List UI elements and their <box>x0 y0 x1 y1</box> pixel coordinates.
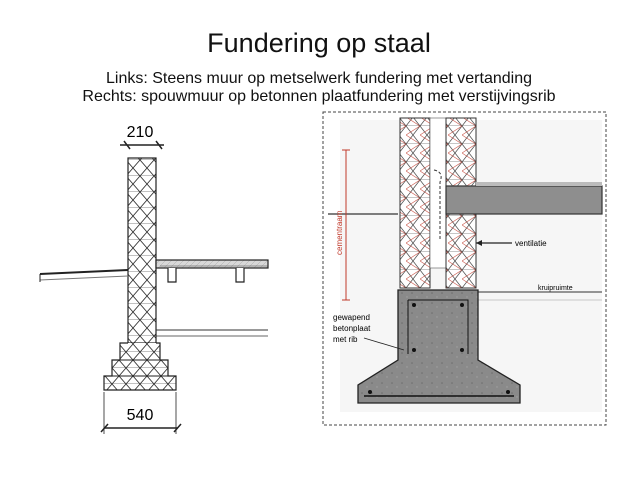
dimension-label-540: 540 <box>126 407 154 424</box>
subtitle-right-description: Rechts: spouwmuur op betonnen plaatfundering met verstijvingsrib <box>82 88 556 105</box>
dimension-top <box>120 124 164 149</box>
floor-slab <box>156 260 268 268</box>
label-cementraam: cementraam <box>335 210 344 255</box>
ground-line <box>40 270 128 274</box>
cavity <box>430 118 446 268</box>
slide-title: Fundering op staal <box>207 28 431 58</box>
stepped-footing <box>104 343 176 390</box>
left-foundation-drawing <box>40 124 268 434</box>
label-betonplaat: betonplaat <box>333 324 371 333</box>
solid-wall <box>128 158 156 343</box>
outer-wall-leaf <box>400 118 430 288</box>
subtitle-left-description: Links: Steens muur op metselwerk fundering met vertanding <box>106 70 532 87</box>
floor-slab <box>446 186 602 214</box>
label-kruipruimte: kruipruimte <box>538 285 573 292</box>
floor-beams <box>168 268 244 282</box>
label-ventilatie: ventilatie <box>515 239 547 248</box>
right-foundation-drawing <box>323 112 606 425</box>
dimension-label-210: 210 <box>126 124 154 141</box>
label-gewapend: gewapend <box>333 313 370 322</box>
dimension-bottom <box>101 392 181 434</box>
label-met-rib: met rib <box>333 335 358 344</box>
